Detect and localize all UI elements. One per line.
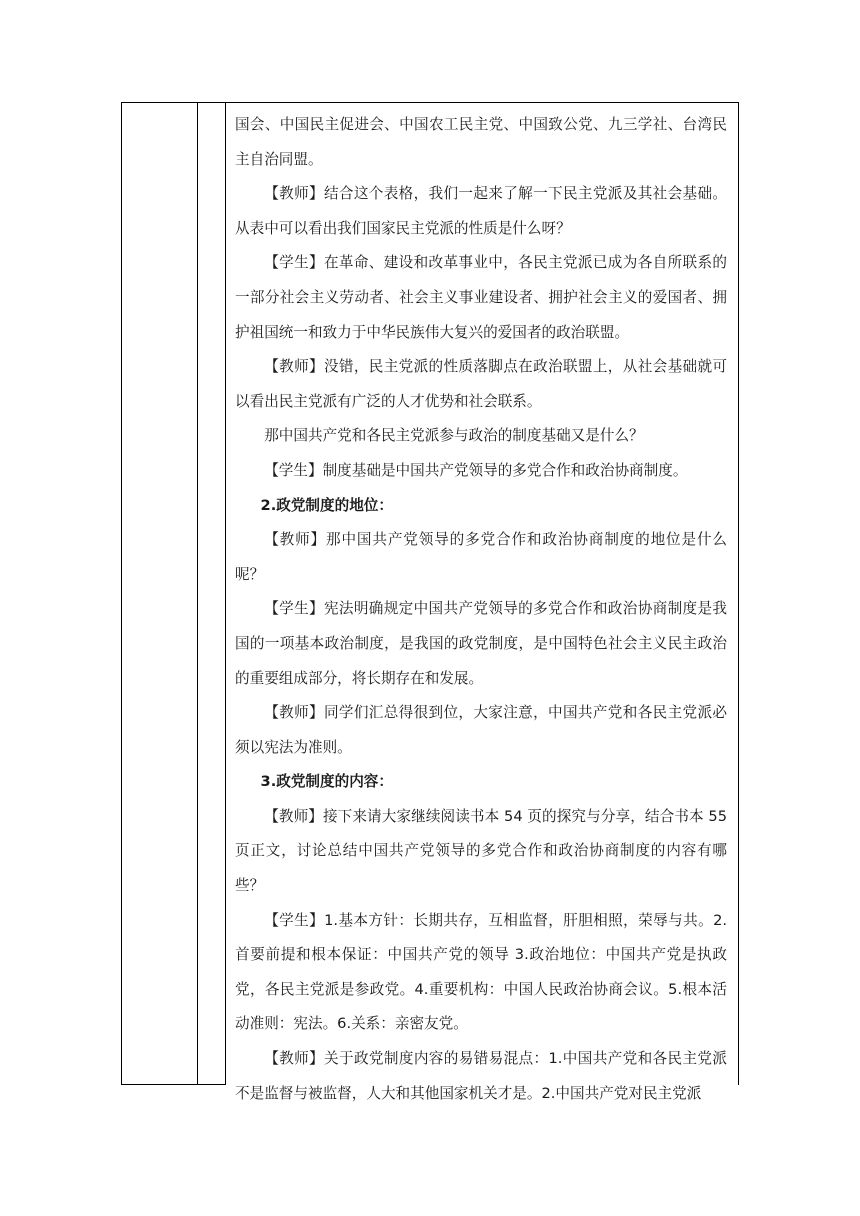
column-divider-2 [225,102,226,1085]
paragraph-question-institutional-basis: 那中国共产党和各民主党派参与政治的制度基础又是什么？ [264,427,644,445]
paragraph-teacher-nature-question: 【教师】结合这个表格，我们一起来了解一下民主党派及其社会基础。从表中可以看出我们国家民主党派的性质是什么呀？ [235,185,727,237]
paragraph-teacher-confirm: 【教师】没错，民主党派的性质落脚点在政治联盟上，从社会基础就可以看出民主党派有广泛的人才优势和社会联系。 [235,358,727,410]
column-divider-1 [197,102,198,1085]
paragraph-teacher-status-question: 【教师】那中国共产党领导的多党合作和政治协商制度的地位是什么呢？ [235,531,727,583]
paragraph-teacher-pitfalls: 【教师】关于政党制度内容的易错易混点：1.中国共产党和各民主党派不是监督与被监督，人大和其他国家机关才是。2.中国共产党对民主党派 [235,1050,727,1102]
paragraph-continued-party-list: 国会、中国民主促进会、中国农工民主党、中国致公党、九三学社、台湾民主自治同盟。 [235,116,727,168]
section-heading-content: 3.政党制度的内容： [260,773,393,791]
paragraph-student-content-answer: 【学生】1.基本方针：长期共存，互相监督，肝胆相照，荣辱与共。2.首要前提和根本保证：中国共产党的领导 3.政治地位：中国共产党是执政党，各民主党派是参政党。4.重要机构：中国人民政治协商会议。5.根本活动准则：宪法。6.关系：亲密友党。 [235,911,727,1033]
lesson-content [235,108,727,1111]
paragraph-teacher-status-summary: 【教师】同学们汇总得很到位，大家注意，中国共产党和各民主党派必须以宪法为准则。 [235,704,727,756]
paragraph-student-nature-answer: 【学生】在革命、建设和改革事业中，各民主党派已成为各自所联系的一部分社会主义劳动者、社会主义事业建设者、拥护社会主义的爱国者、拥护祖国统一和致力于中华民族伟大复兴的爱国者的政治联盟。 [235,254,727,341]
paragraph-student-institutional-basis: 【学生】制度基础是中国共产党领导的多党合作和政治协商制度。 [264,461,688,479]
paragraph-teacher-content-task: 【教师】接下来请大家继续阅读书本 54 页的探究与分享，结合书本 55 页正文，讨论总结中国共产党领导的多党合作和政治协商制度的内容有哪些？ [235,807,727,895]
section-heading-status: 2.政党制度的地位： [260,496,393,514]
paragraph-student-status-answer: 【学生】宪法明确规定中国共产党领导的多党合作和政治协商制度是我国的一项基本政治制度，是我国的政党制度，是中国特色社会主义民主政治的重要组成部分，将长期存在和发展。 [235,600,727,687]
table-right-border [738,102,739,1085]
table-top-border [121,102,739,103]
table-left-border [121,102,122,1085]
first-column-bottom-border [121,1084,226,1085]
